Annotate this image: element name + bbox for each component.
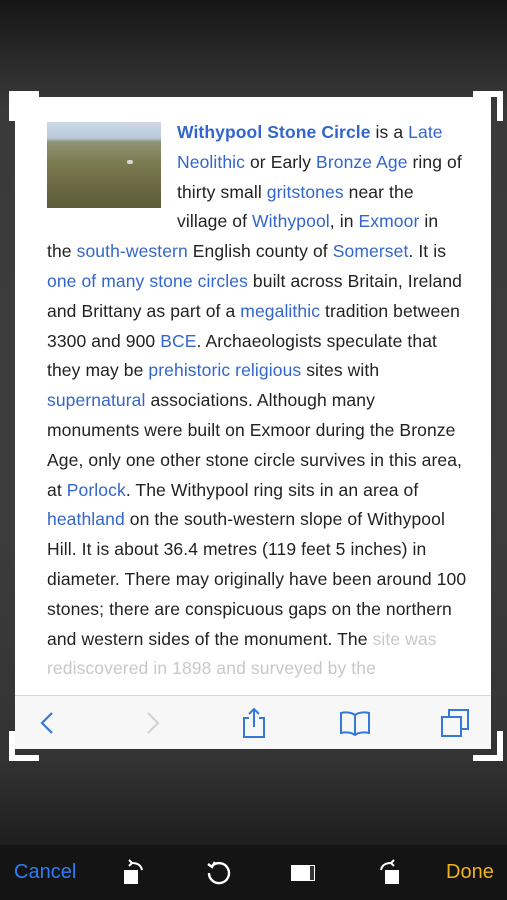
rotate-left-icon xyxy=(120,858,150,888)
rotate-right-button[interactable] xyxy=(373,845,403,900)
undo-rotate-icon xyxy=(204,858,234,888)
article-text-run: in the xyxy=(47,211,439,262)
article-link[interactable]: prehistoric religious xyxy=(148,360,302,381)
article-text-run: . It is xyxy=(408,241,447,262)
safari-toolbar xyxy=(15,695,491,749)
article-text-run: associations. Although many monuments were built on Exmoor during the Bronze Age, only one other stone circle survives in this area, at xyxy=(47,390,463,500)
aspect-ratio-button[interactable] xyxy=(288,845,320,900)
revert-button[interactable] xyxy=(204,845,234,900)
tabs-button[interactable] xyxy=(438,696,472,749)
stone-circle-thumbnail[interactable] xyxy=(47,122,161,208)
share-icon xyxy=(241,707,267,739)
cancel-button[interactable]: Cancel xyxy=(14,861,77,883)
article-text-run: , in xyxy=(329,211,359,232)
aspect-ratio-icon xyxy=(288,861,320,885)
article-text-cutoff: site was rediscovered in 1898 and surveyed by the xyxy=(47,628,437,679)
screenshot-card xyxy=(15,97,491,749)
article-text-run: ring of thirty small xyxy=(177,151,462,202)
back-button[interactable] xyxy=(35,696,59,749)
article-text-run: tradition between 3300 and 900 xyxy=(47,300,461,351)
article-link[interactable]: Porlock xyxy=(66,479,126,500)
article-link[interactable]: gritstones xyxy=(266,181,344,202)
article-text-run: built across Britain, Ireland and Brittany as part of a xyxy=(47,270,463,321)
article-link[interactable]: Withypool Stone Circle xyxy=(177,122,371,142)
markup-editor-bar xyxy=(0,845,507,900)
article-link[interactable]: one of many stone circles xyxy=(47,270,248,291)
article-link[interactable]: Exmoor xyxy=(358,211,420,232)
article-link[interactable]: supernatural xyxy=(47,390,146,411)
article-link[interactable]: Bronze Age xyxy=(316,151,408,172)
article-link[interactable]: Late Neolithic xyxy=(177,122,443,172)
rotate-right-icon xyxy=(373,858,403,888)
done-button[interactable]: Done xyxy=(446,861,494,883)
article-link[interactable]: Somerset xyxy=(332,241,409,262)
article-link[interactable]: Withypool xyxy=(252,211,330,232)
article-link[interactable]: megalithic xyxy=(240,300,321,321)
article-text-run: near the village of xyxy=(177,181,414,232)
article-link[interactable]: heathland xyxy=(47,509,125,530)
article-text-run: sites with xyxy=(301,360,380,381)
article-text-run: . The Withypool ring sits in an area of xyxy=(125,479,419,500)
article-link[interactable]: BCE xyxy=(160,330,197,351)
article-text-run: English county of xyxy=(187,241,333,262)
article-text-run: is a xyxy=(370,122,409,142)
article-text-run: or Early xyxy=(245,151,317,172)
tabs-icon xyxy=(440,708,470,738)
bookmarks-button[interactable] xyxy=(338,696,372,749)
article-link[interactable]: south-western xyxy=(76,241,188,262)
article-text-run: . Archaeologists speculate that they may be xyxy=(47,330,437,381)
article-text xyxy=(47,118,467,684)
article-text-run: on the south-western slope of Withypool Hill. It is about 36.4 metres (119 feet 5 inches) in diameter. There may originally have been around 100 stones; there are conspicuous gaps on the northern and western sides of the monument. The xyxy=(47,509,467,649)
share-button[interactable] xyxy=(239,696,269,749)
chevron-left-icon xyxy=(40,711,54,735)
book-icon xyxy=(339,710,371,736)
chevron-right-icon xyxy=(146,711,160,735)
forward-button[interactable] xyxy=(141,696,165,749)
rotate-left-button[interactable] xyxy=(120,845,150,900)
